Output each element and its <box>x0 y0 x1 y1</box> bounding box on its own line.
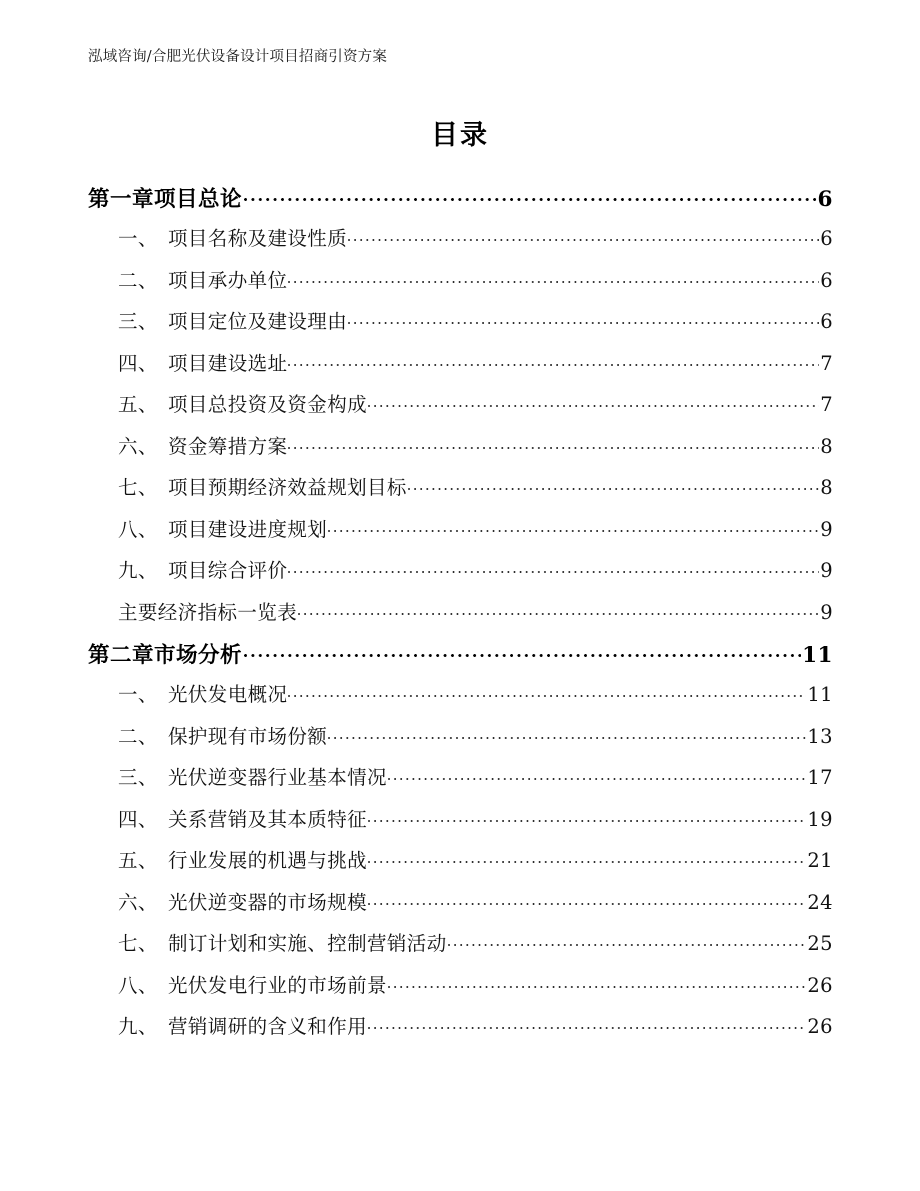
toc-dot-leader <box>288 433 819 453</box>
toc-entry-text: 项目建设进度规划 <box>168 517 328 541</box>
toc-entry-number: 一、 <box>118 683 158 706</box>
toc-entry-label <box>88 845 367 873</box>
toc-dot-leader <box>244 641 801 663</box>
toc-dot-leader <box>328 516 819 536</box>
toc-entry-label <box>88 431 287 459</box>
toc-page-number: 6 <box>820 310 833 333</box>
toc-dot-leader <box>388 972 806 992</box>
toc-entry-row[interactable] <box>88 928 833 970</box>
toc-entry-number: 第二章 <box>88 643 155 668</box>
toc-page-number: 26 <box>807 1015 833 1038</box>
toc-entry-number: 三、 <box>118 310 158 333</box>
toc-entry-label <box>88 348 287 376</box>
toc-entry-row[interactable] <box>88 597 833 639</box>
toc-entry-number: 一、 <box>118 227 158 250</box>
toc-dot-leader <box>244 185 817 207</box>
toc-page-number: 11 <box>807 683 833 706</box>
toc-dot-leader <box>298 599 819 619</box>
toc-dot-leader <box>368 889 806 909</box>
toc-chapter-row[interactable] <box>88 638 833 679</box>
toc-entry-label <box>88 762 387 790</box>
toc-entry-text: 项目定位及建设理由 <box>168 310 348 333</box>
toc-dot-leader <box>368 392 819 412</box>
toc-entry-row[interactable] <box>88 265 833 307</box>
toc-entry-number: 第一章 <box>88 187 155 212</box>
toc-entry-text: 主要经济指标一览表 <box>118 600 298 624</box>
toc-entry-text: 项目承办单位 <box>168 268 288 292</box>
toc-page-number: 8 <box>820 476 833 499</box>
toc-entry-text: 项目预期经济效益规划目标 <box>168 476 407 499</box>
toc-page-number: 13 <box>807 724 833 748</box>
toc-entry-row[interactable] <box>88 306 833 348</box>
toc-dot-leader <box>368 848 806 868</box>
toc-page-number: 7 <box>820 393 833 416</box>
toc-entry-text: 光伏逆变器的市场规模 <box>168 890 368 914</box>
toc-entry-number: 五、 <box>118 393 158 416</box>
toc-entry-text: 保护现有市场份额 <box>168 724 328 748</box>
toc-page-number: 25 <box>807 932 833 955</box>
toc-entry-number: 四、 <box>118 351 158 375</box>
toc-entry-label <box>88 679 287 707</box>
running-header: 泓域咨询/合肥光伏设备设计项目招商引资方案 <box>88 49 388 65</box>
toc-entry-number: 四、 <box>118 807 158 831</box>
toc-entry-text: 项目综合评价 <box>168 559 288 582</box>
toc-entry-label <box>88 970 387 998</box>
toc-page-number: 17 <box>807 766 833 789</box>
toc-entry-text: 市场分析 <box>154 643 243 668</box>
toc-entry-row[interactable] <box>88 1011 833 1053</box>
toc-entry-text: 关系营销及其本质特征 <box>168 807 368 831</box>
toc-entry-number: 八、 <box>118 973 158 997</box>
toc-dot-leader <box>448 931 807 951</box>
toc-entry-row[interactable] <box>88 223 833 265</box>
toc-entry-text: 营销调研的含义和作用 <box>168 1015 368 1038</box>
toc-entry-number: 五、 <box>118 849 158 872</box>
toc-entry-row[interactable] <box>88 514 833 556</box>
toc-entry-label <box>88 887 367 915</box>
toc-entry-text: 项目建设选址 <box>168 351 288 375</box>
toc-dot-leader <box>368 806 806 826</box>
toc-entry-label <box>88 638 242 669</box>
toc-entry-row[interactable] <box>88 721 833 763</box>
toc-entry-text: 项目总投资及资金构成 <box>168 393 368 416</box>
toc-entry-label <box>88 472 407 500</box>
toc-entry-number: 九、 <box>118 559 158 582</box>
toc-page-number: 7 <box>820 351 833 375</box>
toc-entry-text: 光伏发电概况 <box>168 683 288 706</box>
toc-entry-label <box>88 597 297 625</box>
toc-entry-label <box>88 265 287 293</box>
toc-dot-leader <box>288 350 819 370</box>
toc-page-number: 6 <box>817 187 833 212</box>
toc-page-number: 26 <box>807 973 833 997</box>
toc-entry-row[interactable] <box>88 804 833 846</box>
toc-entry-row[interactable] <box>88 970 833 1012</box>
toc-page-number: 24 <box>807 890 833 914</box>
toc-entry-text: 制订计划和实施、控制营销活动 <box>168 932 447 955</box>
toc-page-number: 11 <box>802 643 833 668</box>
toc-page-number: 9 <box>820 559 833 582</box>
toc-entry-row[interactable] <box>88 887 833 929</box>
toc-dot-leader <box>388 765 806 785</box>
toc-entry-label <box>88 182 242 213</box>
toc-entry-label <box>88 928 447 956</box>
toc-entry-number: 七、 <box>118 476 158 499</box>
toc-dot-leader <box>348 226 819 246</box>
toc-entry-label <box>88 306 347 334</box>
toc-entry-number: 六、 <box>118 434 158 458</box>
toc-entry-number: 二、 <box>118 268 158 292</box>
toc-dot-leader <box>348 309 819 329</box>
toc-entry-text: 行业发展的机遇与挑战 <box>168 849 368 872</box>
toc-entry-text: 光伏逆变器行业基本情况 <box>168 766 387 789</box>
toc-entry-label <box>88 223 347 251</box>
toc-entry-label <box>88 514 327 542</box>
toc-entry-label <box>88 804 367 832</box>
toc-page-number: 6 <box>820 268 833 292</box>
toc-entry-text: 项目总论 <box>154 187 243 212</box>
toc-chapter-row[interactable] <box>88 182 833 223</box>
toc-entry-number: 二、 <box>118 724 158 748</box>
toc-entry-row[interactable] <box>88 389 833 431</box>
toc-page-number: 8 <box>820 434 833 458</box>
page-title: 目录 <box>431 120 489 151</box>
toc-dot-leader <box>408 475 819 495</box>
toc-entry-number: 六、 <box>118 890 158 914</box>
toc-entry-text: 光伏发电行业的市场前景 <box>168 973 387 997</box>
toc-entry-number: 八、 <box>118 517 158 541</box>
toc-dot-leader <box>368 1014 806 1034</box>
toc-entry-text: 项目名称及建设性质 <box>168 227 348 250</box>
toc-entry-row[interactable] <box>88 679 833 721</box>
toc-page-number: 6 <box>820 227 833 250</box>
toc-dot-leader <box>288 682 806 702</box>
table-of-contents <box>88 182 833 1053</box>
toc-entry-number: 七、 <box>118 932 158 955</box>
toc-page-number: 9 <box>820 600 833 624</box>
toc-entry-number: 九、 <box>118 1015 158 1038</box>
toc-entry-row[interactable] <box>88 845 833 887</box>
toc-dot-leader <box>328 723 806 743</box>
toc-entry-row[interactable] <box>88 762 833 804</box>
toc-entry-row[interactable] <box>88 472 833 514</box>
toc-entry-number: 三、 <box>118 766 158 789</box>
toc-dot-leader <box>288 558 819 578</box>
toc-page-number: 19 <box>807 807 833 831</box>
toc-entry-row[interactable] <box>88 431 833 473</box>
toc-entry-label <box>88 721 327 749</box>
toc-entry-text: 资金筹措方案 <box>168 434 288 458</box>
toc-entry-label <box>88 555 287 583</box>
toc-entry-label <box>88 1011 367 1039</box>
toc-entry-row[interactable] <box>88 348 833 390</box>
toc-entry-row[interactable] <box>88 555 833 597</box>
toc-page-number: 9 <box>820 517 833 541</box>
toc-page-number: 21 <box>807 849 833 872</box>
toc-dot-leader <box>288 267 819 287</box>
toc-entry-label <box>88 389 367 417</box>
